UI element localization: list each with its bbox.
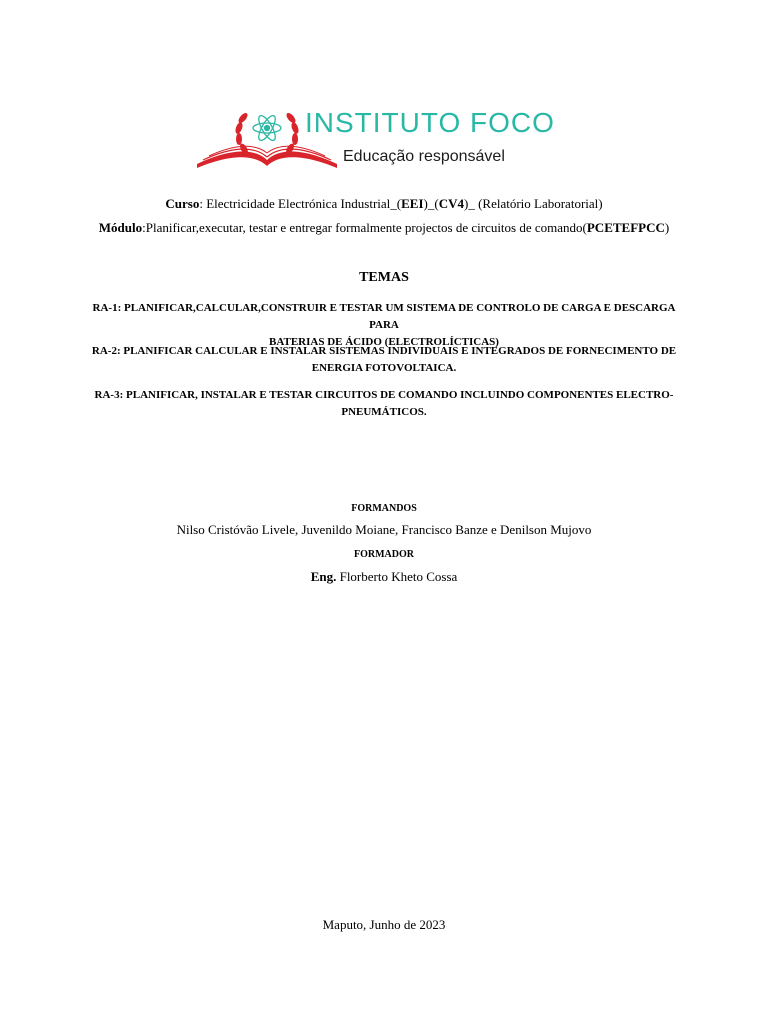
theme-ra3-line1: RA-3: PLANIFICAR, INSTALAR E TESTAR CIRCUITOS DE COMANDO INCLUINDO COMPONENTES ELECTRO- xyxy=(94,389,674,401)
atom-icon xyxy=(253,113,281,142)
course-code-a: EEI xyxy=(401,196,424,211)
theme-ra2-line1: RA-2: PLANIFICAR CALCULAR E INSTALAR SISTEMAS INDIVIDUAIS E INTEGRADOS DE FORNECIMENTO DE xyxy=(91,345,677,357)
theme-item-ra2 xyxy=(90,343,678,377)
logo-slogan: Educação responsável xyxy=(343,148,505,165)
theme-item-ra3 xyxy=(90,387,678,421)
course-code-b: CV4 xyxy=(438,196,464,211)
trainees-heading: FORMANDOS xyxy=(351,503,417,514)
theme-ra1-line2: BATERIAS DE ÁCIDO (ELECTROLÍCTICAS) xyxy=(269,336,499,348)
theme-ra1-line1: RA-1: PLANIFICAR,CALCULAR,CONSTRUIR E TESTAR UM SISTEMA DE CONTROLO DE CARGA E DESCARGA PARA xyxy=(92,302,676,331)
theme-ra3-line2: PNEUMÁTICOS. xyxy=(341,406,427,418)
course-text-a: : Electricidade Electrónica Industrial_( xyxy=(199,196,402,211)
trainees-names: Nilso Cristóvão Livele, Juvenildo Moiane, Francisco Banze e Denilson Mujovo xyxy=(176,522,592,537)
themes-heading: TEMAS xyxy=(359,270,409,285)
theme-ra2-line2: ENERGIA FOTOVOLTAICA. xyxy=(311,362,457,374)
trainer-name: Florberto Kheto Cossa xyxy=(336,569,458,584)
module-end: ) xyxy=(664,220,670,235)
module-code: PCETEFPCC xyxy=(586,220,665,235)
trainer-heading: FORMADOR xyxy=(354,549,414,560)
course-label: Curso xyxy=(165,196,200,211)
module-line xyxy=(0,220,768,236)
trainer-line xyxy=(0,569,768,585)
place-date: Maputo, Junho de 2023 xyxy=(322,917,446,932)
logo-title: INSTITUTO FOCO xyxy=(305,107,555,138)
trainer-title: Eng. xyxy=(310,569,337,584)
course-text-c: )_ (Relatório Laboratorial) xyxy=(463,196,603,211)
module-label: Módulo xyxy=(98,220,143,235)
module-text: :Planificar,executar, testar e entregar formalmente projectos de circuitos de comando( xyxy=(142,220,587,235)
course-line xyxy=(0,196,768,212)
open-book-icon xyxy=(197,146,337,168)
course-text-b: )_( xyxy=(423,196,439,211)
